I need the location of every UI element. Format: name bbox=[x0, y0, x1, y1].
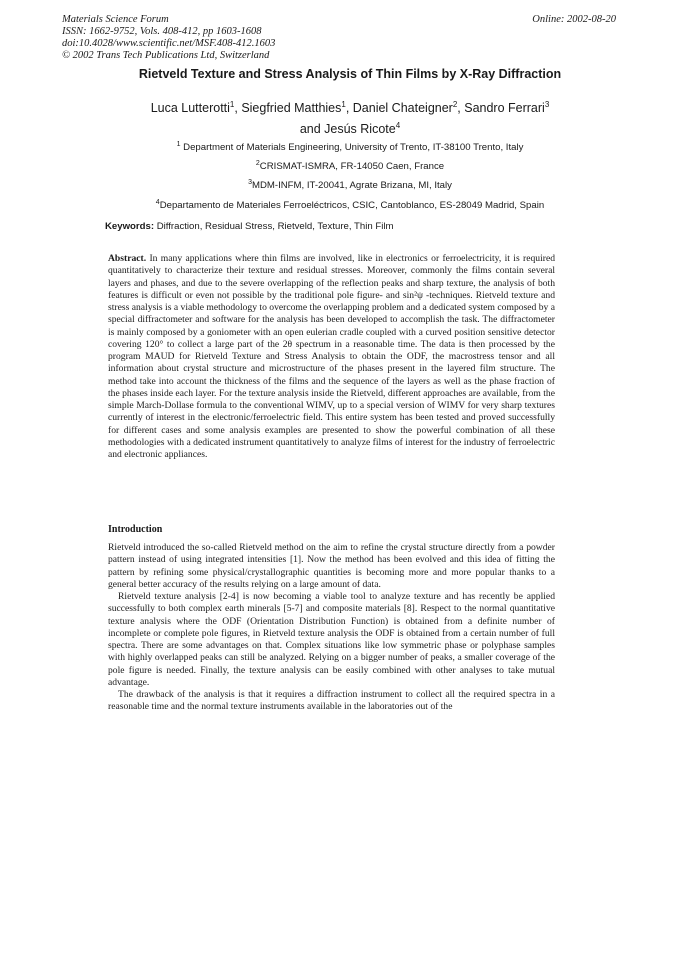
abstract bbox=[108, 253, 555, 461]
paper-title: Rietveld Texture and Stress Analysis of Thin Films by X-Ray Diffraction bbox=[138, 67, 562, 81]
author-sup: 4 bbox=[395, 121, 401, 131]
issn-line: ISSN: 1662-9752, Vols. 408-412, pp 1603-1608 bbox=[62, 26, 262, 37]
journal-name: Materials Science Forum bbox=[62, 14, 169, 25]
doi-line[interactable]: doi:10.4028/www.scientific.net/MSF.408-412.1603 bbox=[62, 38, 276, 49]
paragraph: Rietveld texture analysis [2-4] is now becoming a viable tool to analyze texture and has recently be applied successfully to both complex earth minerals [5-7] and composite materials [8]. Respect to the normal quantitative texture analysis where the ODF (Orientation Distribution Function) is obtained from a definite number of incomplete or complete pole figures, in Rietveld texture analysis the ODF is obtained from a certain number of full spectra. There are some advantages on that. Complex situations like low symmetric phase or polyphase samples with highly overlapped peaks can still be analyzed. Relying on a bigger number of peaks, a smaller coverage of the pole figure is needed. Finally, the texture analysis can be easily combined with other analyses to take mutual advantage. bbox=[108, 591, 555, 688]
affiliation bbox=[40, 175, 660, 194]
affiliation bbox=[40, 156, 660, 175]
affiliation-text: Departamento de Materiales Ferroeléctricos, CSIC, Cantoblanco, ES-28049 Madrid, Spain bbox=[159, 199, 545, 211]
author-name: , Sandro Ferrari bbox=[457, 101, 545, 116]
online-date: Online: 2002-08-20 bbox=[532, 14, 616, 25]
author-sup: 1 bbox=[341, 100, 346, 109]
affiliation-num: 3 bbox=[248, 179, 252, 187]
keywords bbox=[105, 221, 575, 232]
author-name: , Siegfried Matthies bbox=[234, 101, 342, 116]
abstract-label: Abstract. bbox=[108, 253, 147, 264]
author-list bbox=[40, 96, 660, 138]
affiliation-text: MDM-INFM, IT-20041, Agrate Brizana, MI, Italy bbox=[251, 180, 452, 192]
affiliation-num: 4 bbox=[155, 198, 160, 206]
running-header bbox=[62, 14, 275, 62]
author-name: , Daniel Chateigner bbox=[345, 101, 453, 116]
paragraph: The drawback of the analysis is that it requires a diffraction instrument to collect all the required spectra in a reasonable time and the normal texture instruments available in the laboratories out of the bbox=[108, 689, 555, 713]
affiliation-text: Department of Materials Engineering, University of Trento, IT-38100 Trento, Italy bbox=[183, 142, 524, 154]
affiliation-list bbox=[40, 137, 660, 214]
author-line-1 bbox=[40, 96, 660, 117]
author-sup: 2 bbox=[452, 100, 458, 109]
affiliation bbox=[40, 195, 660, 214]
section-heading-introduction: Introduction bbox=[108, 524, 163, 535]
abstract-text: In many applications where thin films are involved, like in electronics or ferroelectricity, it is required quantitatively to characterize their texture and residual stresses. Moreover, commonly the films contain several layers and phases, and due to the severe overlapping of the reflection peaks and sharp texture, the analysis of both features is difficult or even not possible by the traditional pole figure- and sin²ψ -techniques. Rietveld texture and stress analysis is a viable methodology to overcome the overlapping problem and a dedicated system composed by a special diffractometer and software for the analysis has been developed to accomplish the task. The diffractometer is mainly composed by a goniometer with an open eulerian cradle coupled with a curved position sensitive detector covering 120° to collect a large part of the 2θ spectrum in a reasonable time. The data is then processed by the program MAUD for Rietveld Texture and Stress Analysis to obtain the ODF, the macrostress tensor and all information about crystal structure and microstructure of the phases present in the layered film structure. The method take into account the thickness of the films and the sequence of the layers as well as the phase fraction of the phases inside each layer. For the texture analysis inside the Rietveld, different approaches are available, from the simple March-Dollase formula to the conventional WIMV, up to a special version of WIMV for very sharp textures currently of interest in the electronic/ferroelectric field. This entire system has been tested and proved successfully for different cases and some analysis examples are presented to show the powerful combination of all these methodologies with a dedicated instrument quantitatively to analyze films of interest for the industry of ferroelectric and electronic appliances. bbox=[108, 253, 555, 460]
affiliation bbox=[40, 137, 660, 156]
author-line-2 bbox=[40, 117, 660, 138]
author-sup: 3 bbox=[544, 100, 550, 109]
author-name: Luca Lutterotti bbox=[150, 101, 230, 116]
copyright-line: © 2002 Trans Tech Publications Ltd, Switzerland bbox=[62, 50, 270, 61]
paragraph: Rietveld introduced the so-called Rietveld method on the aim to refine the crystal structure directly from a powder pattern instead of using integrated intensities [1]. Now the method has been evolved and this idea of fitting the pattern by refining some physical/crystallographic quantities is becoming more and more popular thanks to a general better accuracy of the results relying on a large amount of data. bbox=[108, 542, 555, 590]
affiliation-text: CRISMAT-ISMRA, FR-14050 Caen, France bbox=[259, 161, 445, 173]
introduction-body bbox=[108, 542, 555, 714]
keywords-label: Keywords: bbox=[105, 221, 155, 232]
author-name: and Jesús Ricote bbox=[299, 122, 396, 137]
affiliation-num: 2 bbox=[255, 160, 260, 168]
author-sup: 1 bbox=[229, 100, 235, 109]
affiliation-num: 1 bbox=[176, 141, 181, 148]
keywords-text: Diffraction, Residual Stress, Rietveld, Texture, Thin Film bbox=[154, 221, 394, 232]
